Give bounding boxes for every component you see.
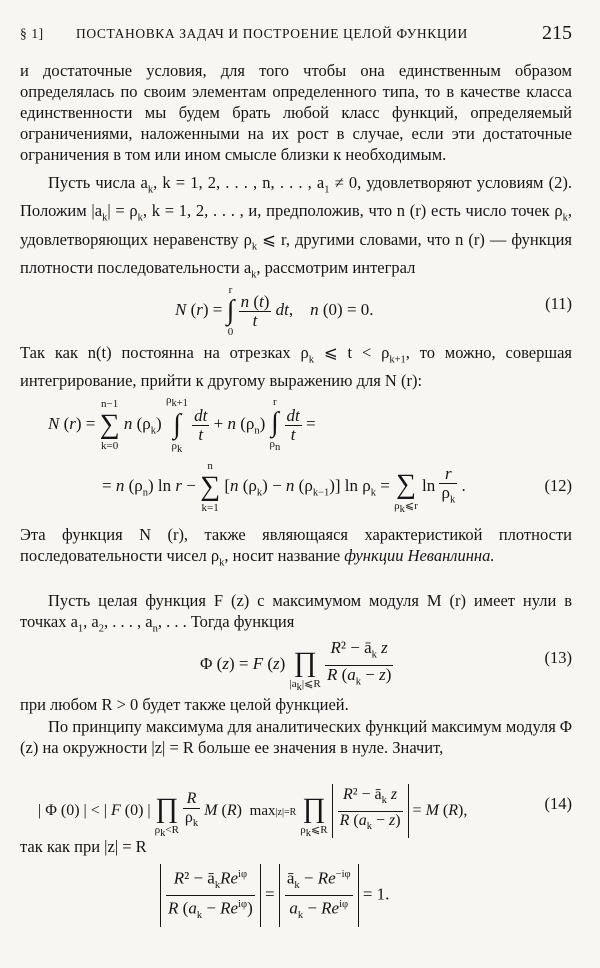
term-nevanlinna: функции Неванлинна. bbox=[344, 546, 495, 565]
equation-11-body: N (r) = r ∫ 0 $\frac{n (t)}{t}$ dt, n (0) = 0. bbox=[175, 284, 374, 338]
equation-13 bbox=[20, 634, 572, 694]
paragraph-2-text: Пусть числа $a_k$, k = 1, 2, . . . , n, . . . , $a_1 \ne 0$, удовлетворяют условиям (2). Положим $|a_k| = \rho_k$, k = 1, 2, . . . , и, предположив, что n (r) есть число точек $\rho_k$, удовлетворяющих неравенству $\rho_k$ ⩽ r, другими словами, что n (r) — функция плотности последовательности $a_k$, рассмотрим интеграл bbox=[20, 173, 573, 281]
paragraph-1-text: и достаточные условия, для того чтобы она единственным образом определялась по своим элементам определенного типа, то в качестве класса единственности мы будем брать любой класс функций, определяемый ограничениями, наложенными на их рост в случае, если эти достаточные ограничения в том или ином смысле близки к необходимым. bbox=[20, 61, 572, 164]
equation-modulus-body: $\frac{R^2 - ā_kRe^{i\varphi}}{R (a_k - Re^{i\varphi})}$ = $\frac{ā_k - Re^{-i\varphi}}{a_k - Re^{i\varphi}}$ = 1. bbox=[160, 864, 389, 927]
equation-13-number: (13) bbox=[544, 648, 572, 667]
equation-modulus bbox=[20, 862, 572, 922]
equation-12-line-2-body: = n $(\rho_n)$ ln r − n ∑ k=1 [n $(\rho_k) - n$ $(\rho_{k-1})$] $\ln \rho_k$ = ∑ $\rho_k⩽r$ ln $\frac{r}{\rho_k}$ . bbox=[102, 460, 466, 516]
paragraph-4 bbox=[20, 524, 572, 573]
equation-13-body: Φ (z) = F (z) ∏ $|a_k|⩽R$ $\frac{R^2 - ā_k z}{R (a_k - z)}$ bbox=[200, 638, 392, 694]
paragraph-8 bbox=[20, 836, 572, 857]
equation-12-line-2 bbox=[20, 458, 572, 516]
page-header bbox=[20, 20, 572, 46]
section-number: § 1] bbox=[20, 26, 44, 41]
equation-12-number: (12) bbox=[544, 476, 572, 495]
equation-14-body: | Φ (0) | < | F (0) | ∏ $\rho_k<R$ $\frac{R}{\rho_k}$ M (R) max|z|=R ∏ $\rho_k⩽R$ $\frac{R^2 - ā_k z}{R (a_k - z)}$ = M (R), bbox=[38, 786, 468, 840]
paragraph-3-text: Так как n(t) постоянна на отрезках $\rho_k$ ⩽ $t < \rho_{k+1}$, то можно, совершая интегрирование, прийти к другому выражению для N (r): bbox=[20, 343, 572, 391]
paragraph-5 bbox=[20, 590, 572, 639]
paragraph-6-text: при любом R > 0 будет также целой функцией. bbox=[20, 695, 349, 714]
paragraph-3 bbox=[20, 342, 572, 391]
paragraph-1 bbox=[20, 60, 572, 165]
equation-12-line-1 bbox=[20, 390, 572, 456]
page-number: 215 bbox=[542, 22, 572, 44]
running-title: ПОСТАНОВКА ЗАДАЧ И ПОСТРОЕНИЕ ЦЕЛОЙ ФУНКЦИИ bbox=[76, 26, 468, 41]
paragraph-7 bbox=[20, 716, 572, 758]
equation-12-line-1-body: N (r) = n−1 ∑ k=0 n $(\rho_k)$ $\rho_{k+1}$ ∫ $\rho_k$ $\frac{dt}{t}$ + n $(\rho_n)$ r ∫ $\rho_n$ $\frac{dt}{t}$ = bbox=[48, 394, 316, 456]
paragraph-6 bbox=[20, 694, 572, 715]
paragraph-8-text: так как при |z| = R bbox=[20, 837, 147, 856]
paragraph-2 bbox=[20, 172, 572, 285]
paragraph-4-text: Эта функция N (r), также являющаяся характеристикой плотности последовательности чисел $\rho_k$, носит название функции Неванлинна. bbox=[20, 525, 572, 569]
equation-11-number: (11) bbox=[545, 294, 572, 313]
paragraph-7-text: По принципу максимума для аналитических функций максимум модуля Φ (z) на окружности |z| = R больше ее значения в нуле. Значит, bbox=[20, 717, 572, 757]
equation-14 bbox=[20, 780, 572, 838]
equation-11 bbox=[20, 280, 572, 338]
paragraph-5-text: Пусть целая функция F (z) с максимумом модуля M (r) имеет нули в точках $a_1$, $a_2$, . . . , $a_n$, . . . Тогда функция bbox=[20, 591, 572, 635]
equation-14-number: (14) bbox=[544, 794, 572, 813]
